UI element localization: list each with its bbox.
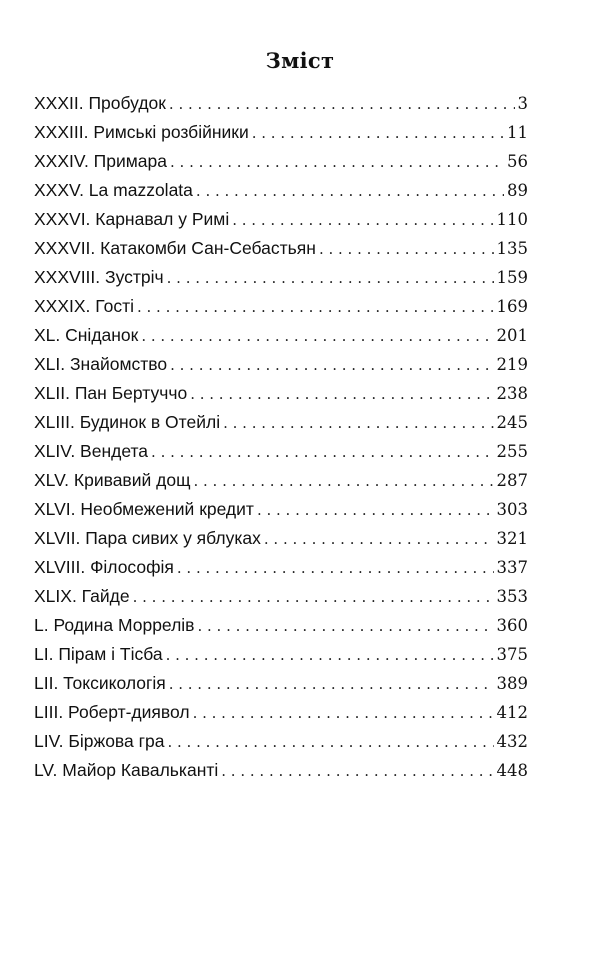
dot-leader [133,583,494,611]
toc-entry[interactable] [34,205,528,234]
dot-leader [232,206,493,234]
chapter-title: XL. Сніданок [34,325,139,345]
chapter-title: XXXII. Пробудок [34,93,166,113]
dot-leader [137,293,494,321]
page-number: 135 [496,239,528,258]
page-number: 89 [507,181,528,200]
dot-leader [170,148,504,176]
dot-leader [169,90,515,118]
dot-leader [177,554,494,582]
toc-entry[interactable] [34,321,528,350]
toc-entry[interactable] [34,379,528,408]
toc-entry[interactable] [34,495,528,524]
chapter-title: LIV. Біржова гра [34,731,165,751]
chapter-title: LI. Пірам і Тісба [34,644,163,664]
page-number: 3 [517,94,528,113]
toc-entry[interactable] [34,466,528,495]
dot-leader [193,467,493,495]
chapter-title: XLVII. Пара сивих у яблуках [34,528,261,548]
page-number: 360 [496,616,528,635]
chapter-title: XLV. Кривавий дощ [34,470,191,490]
chapter-title: XLIII. Будинок в Отейлі [34,412,221,432]
page-number: 255 [496,442,528,461]
toc-entry[interactable] [34,89,528,118]
dot-leader [170,351,493,379]
chapter-title: L. Родина Моррелів [34,615,195,635]
page-number: 219 [496,355,528,374]
page-number: 287 [496,471,528,490]
chapter-title: XLIV. Вендета [34,441,149,461]
page-number: 238 [496,384,528,403]
toc-entry[interactable] [34,611,528,640]
page-number: 389 [496,674,528,693]
dot-leader [167,264,494,292]
page-number: 56 [507,152,528,171]
dot-leader [223,409,493,437]
toc-entry[interactable] [34,118,528,147]
page-number: 337 [496,558,528,577]
toc-entry[interactable] [34,756,528,785]
dot-leader [190,380,493,408]
page-number: 448 [496,761,528,780]
toc-entry[interactable] [34,582,528,611]
dot-leader [141,322,493,350]
toc-entry[interactable] [34,640,528,669]
chapter-title: XXXIV. Примара [34,151,167,171]
toc-entry[interactable] [34,292,528,321]
dot-leader [193,699,494,727]
toc-entry[interactable] [34,350,528,379]
dot-leader [221,757,493,785]
dot-leader [151,438,493,466]
page-number: 375 [496,645,528,664]
chapter-title: LIII. Роберт-диявол [34,702,190,722]
toc-entry[interactable] [34,234,528,263]
dot-leader [264,525,494,553]
dot-leader [196,177,504,205]
chapter-title: XXXIX. Гості [34,296,134,316]
dot-leader [257,496,494,524]
page-number: 110 [496,210,528,229]
page-number: 353 [496,587,528,606]
chapter-title: XXXIII. Римські розбійники [34,122,249,142]
dot-leader [319,235,494,263]
toc-entry[interactable] [34,553,528,582]
page-number: 432 [496,732,528,751]
toc-entry[interactable] [34,147,528,176]
chapter-title: XLVIII. Філософія [34,557,174,577]
chapter-title: XXXVIII. Зустріч [34,267,164,287]
toc-entry[interactable] [34,524,528,553]
dot-leader [169,670,494,698]
chapter-title: LII. Токсикологія [34,673,166,693]
dot-leader [166,641,494,669]
dot-leader [252,119,504,147]
chapter-title: XXXVII. Катакомби Сан-Себастьян [34,238,316,258]
page-number: 321 [496,529,528,548]
toc-entry[interactable] [34,408,528,437]
page-number: 159 [496,268,528,287]
page-number: 11 [507,123,528,142]
page-number: 201 [496,326,528,345]
table-of-contents [34,89,528,785]
chapter-title: LV. Майор Кавальканті [34,760,219,780]
toc-entry[interactable] [34,698,528,727]
chapter-title: XLII. Пан Бертуччо [34,383,188,403]
chapter-title: XLVI. Необмежений кредит [34,499,254,519]
dot-leader [197,612,493,640]
chapter-title: XLI. Знайомство [34,354,168,374]
chapter-title: XLIX. Гайде [34,586,130,606]
toc-entry[interactable] [34,263,528,292]
chapter-title: XXXV. La mazzolata [34,180,193,200]
chapter-title: XXXVI. Карнавал у Римі [34,209,230,229]
page-number: 245 [496,413,528,432]
page-number: 412 [496,703,528,722]
toc-entry[interactable] [34,176,528,205]
dot-leader [167,728,493,756]
toc-entry[interactable] [34,437,528,466]
toc-entry[interactable] [34,727,528,756]
page-title: Зміст [265,48,335,74]
page-number: 169 [496,297,528,316]
page-number: 303 [496,500,528,519]
toc-entry[interactable] [34,669,528,698]
